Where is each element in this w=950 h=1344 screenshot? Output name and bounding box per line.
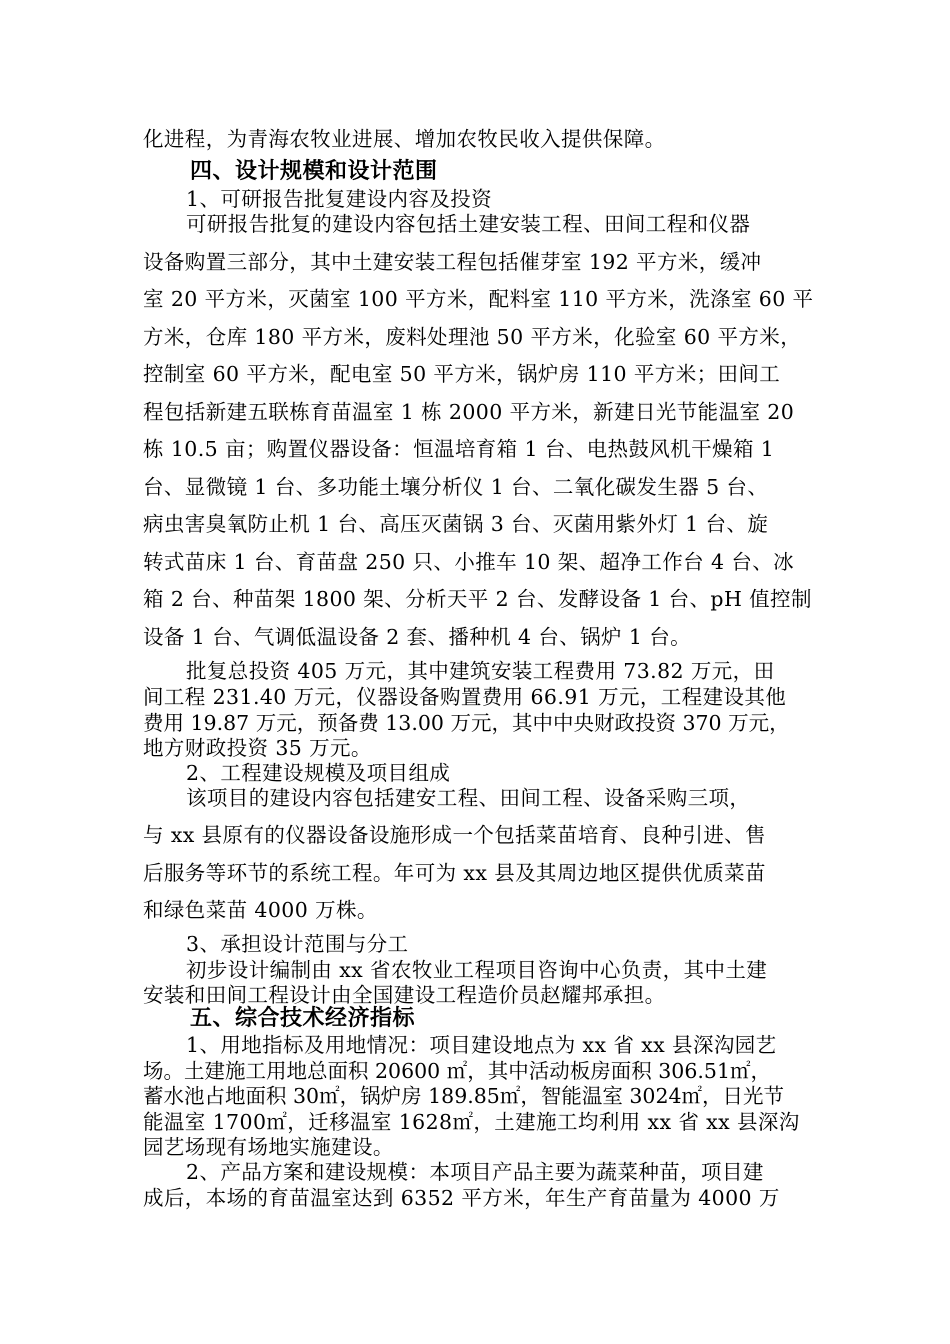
paragraph-line: 箱 2 台、种苗架 1800 架、分析天平 2 台、发酵设备 1 台、pH 值控制 [143, 587, 812, 611]
paragraph-line: 后服务等环节的系统工程。年可为 xx 县及其周边地区提供优质菜苗 [143, 861, 766, 885]
paragraph-line: 2、产品方案和建设规模：本项目产品主要为蔬菜种苗，项目建 [186, 1160, 764, 1184]
subsection-heading-1: 1、可研报告批复建设内容及投资 [186, 187, 493, 211]
paragraph-line: 栋 10.5 亩；购置仪器设备：恒温培育箱 1 台、电热鼓风机干燥箱 1 [143, 437, 775, 461]
paragraph-line: 设备 1 台、气调低温设备 2 套、播种机 4 台、锅炉 1 台。 [143, 625, 692, 649]
paragraph-line: 台、显微镜 1 台、多功能土壤分析仪 1 台、二氧化碳发生器 5 台、 [143, 475, 769, 499]
paragraph-line: 该项目的建设内容包括建安工程、田间工程、设备采购三项， [186, 786, 751, 810]
paragraph-line: 方米，仓库 180 平方米，废料处理池 50 平方米，化验室 60 平方米， [143, 325, 802, 349]
paragraph-line: 地方财政投资 35 万元。 [143, 736, 372, 760]
section-heading-4: 四、设计规模和设计范围 [190, 159, 438, 184]
paragraph-line: 间工程 231.40 万元，仪器设备购置费用 66.91 万元，工程建设其他 [143, 685, 787, 709]
subsection-heading-2: 2、工程建设规模及项目组成 [186, 761, 451, 785]
paragraph-line: 场。土建施工用地总面积 20600 ㎡，其中活动板房面积 306.51㎡， [143, 1059, 771, 1083]
paragraph-line: 成后，本场的育苗温室达到 6352 平方米，年生产育苗量为 4000 万 [143, 1186, 780, 1210]
paragraph-line: 费用 19.87 万元，预备费 13.00 万元，其中中央财政投资 370 万元， [143, 711, 790, 735]
paragraph-line: 控制室 60 平方米，配电室 50 平方米，锅炉房 110 平方米；田间工 [143, 362, 781, 386]
section-heading-5: 五、综合技术经济指标 [190, 1006, 416, 1031]
paragraph-line: 程包括新建五联栋育苗温室 1 栋 2000 平方米，新建日光节能温室 20 [143, 400, 795, 424]
paragraph-line: 室 20 平方米，灭菌室 100 平方米，配料室 110 平方米，洗涤室 60 平 [143, 287, 814, 311]
paragraph-line: 化进程，为青海农牧业进展、增加农牧民收入提供保障。 [143, 127, 666, 151]
paragraph-line: 病虫害臭氧防止机 1 台、高压灭菌锅 3 台、灭菌用紫外灯 1 台、旋 [143, 512, 769, 536]
paragraph-line: 批复总投资 405 万元，其中建筑安装工程费用 73.82 万元，田 [186, 659, 775, 683]
paragraph-line: 和绿色菜苗 4000 万株。 [143, 898, 378, 922]
paragraph-line: 可研报告批复的建设内容包括土建安装工程、田间工程和仪器 [186, 212, 751, 236]
paragraph-line: 1、用地指标及用地情况：项目建设地点为 xx 省 xx 县深沟园艺 [186, 1033, 777, 1057]
paragraph-line: 转式苗床 1 台、育苗盘 250 只、小推车 10 架、超净工作台 4 台、冰 [143, 550, 795, 574]
paragraph-line: 与 xx 县原有的仪器设备设施形成一个包括菜苗培育、良种引进、售 [143, 823, 766, 847]
subsection-heading-3: 3、承担设计范围与分工 [186, 932, 409, 956]
paragraph-line: 设备购置三部分，其中土建安装工程包括催芽室 192 平方米，缓冲 [143, 250, 762, 274]
paragraph-line: 能温室 1700㎡，迁移温室 1628㎡，土建施工均利用 xx 省 xx 县深沟 [143, 1110, 800, 1134]
paragraph-line: 蓄水池占地面积 30㎡，锅炉房 189.85㎡，智能温室 3024㎡，日光节 [143, 1084, 785, 1108]
paragraph-line: 园艺场现有场地实施建设。 [143, 1135, 394, 1159]
paragraph-line: 安装和田间工程设计由全国建设工程造价员赵耀邦承担。 [143, 983, 666, 1007]
paragraph-line: 初步设计编制由 xx 省农牧业工程项目咨询中心负责，其中土建 [186, 958, 768, 982]
